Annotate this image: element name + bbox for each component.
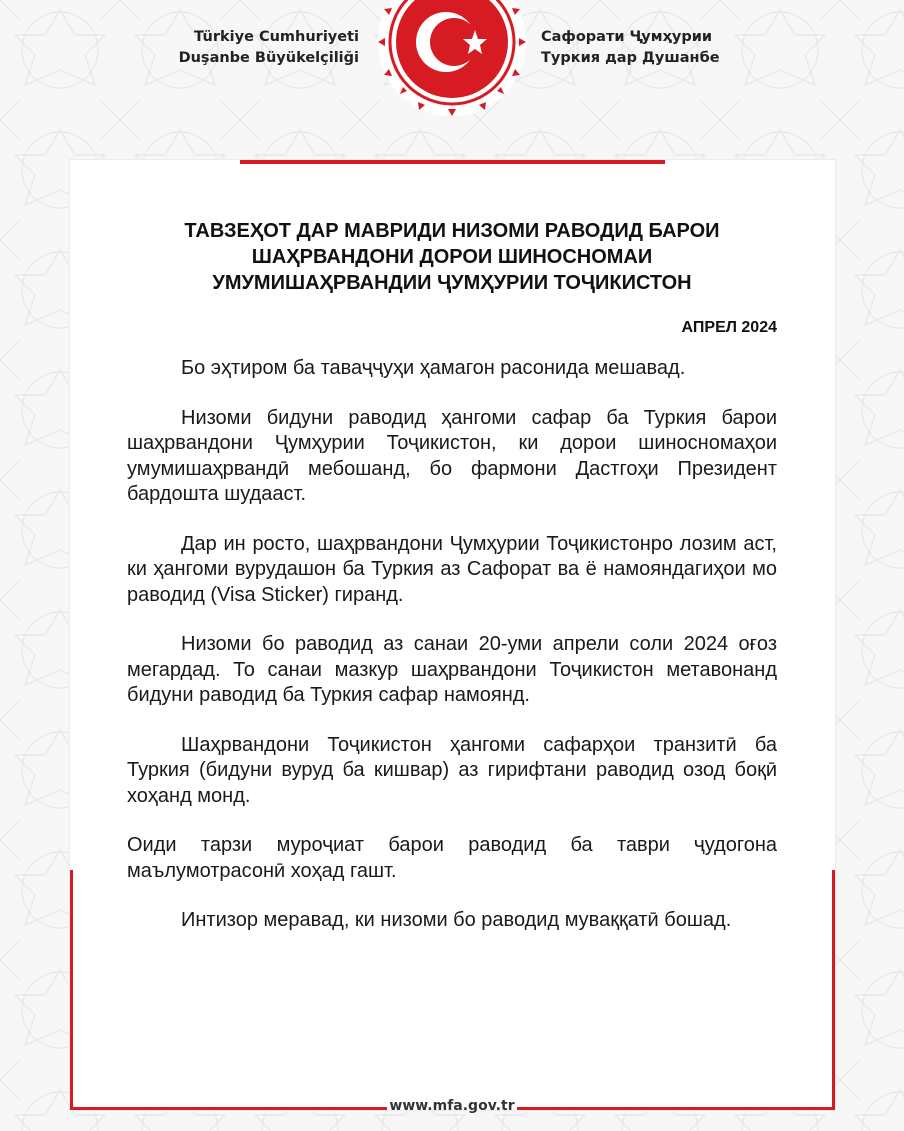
red-frame-right <box>832 870 835 1110</box>
embassy-name-tajik-line1: Сафорати Ҷумҳурии <box>541 29 713 45</box>
paragraph-temporary: Интизор меравад, ки низоми бо раводид муваққатӣ бошад. <box>181 909 732 931</box>
title-line-2: ШАҲРВАНДОНИ ДОРОИ ШИНОСНОМАИ <box>251 246 653 268</box>
document-content <box>127 218 777 934</box>
title-line-1: ТАВЗЕҲОТ ДАР МАВРИДИ НИЗОМИ РАВОДИД БАРОИ <box>184 220 720 242</box>
title-line-3: УМУМИШАҲРВАНДИИ ҶУМҲУРИИ ТОҶИКИСТОН <box>212 272 692 294</box>
embassy-name-tajik <box>541 27 720 69</box>
paragraph-application-info: Оиди тарзи муроҷиат барои раводид ба таври ҷудогона маълумотрасонӣ хоҳад гашт. <box>127 834 777 882</box>
red-frame-top <box>240 160 665 164</box>
document-title <box>127 218 777 296</box>
paragraph-start-date: Низоми бо раводид аз санаи 20-уми апрели соли 2024 оғоз мегардад. То санаи мазкур шаҳрвандони Тоҷикистон метавонанд бидуни раводид ба Туркия сафар намоянд. <box>127 633 777 706</box>
paragraph-visa-sticker: Дар ин росто, шаҳрвандони Ҷумҳурии Тоҷикистонро лозим аст, ки ҳангоми вурудашон ба Туркия аз Сафорат ва ё намояндагиҳои мо раводид (Visa Sticker) гиранд. <box>127 532 777 606</box>
embassy-name-tajik-line2: Туркия дар Душанбе <box>541 50 720 66</box>
red-frame-bottom-right <box>517 1107 835 1110</box>
embassy-name-turkish <box>179 27 359 69</box>
paragraph-visa-free-lifted: Низоми бидуни раводид ҳангоми сафар ба Туркия барои шаҳрвандони Ҷумҳурии Тоҷикистон, ки дорои шиносномаҳои умумишаҳрвандӣ мебошанд, бо фармони Дастгоҳи Президент бардошта шудааст. <box>127 406 777 505</box>
red-frame-left <box>70 870 73 1110</box>
embassy-name-turkish-line2: Duşanbe Büyükelçiliği <box>178 50 359 66</box>
embassy-name-turkish-line1: Türkiye Cumhuriyeti <box>194 29 359 45</box>
turkish-emblem-icon <box>374 0 530 120</box>
red-frame-bottom-left <box>70 1107 387 1110</box>
footer-website-link[interactable]: www.mfa.gov.tr <box>389 1098 515 1114</box>
paragraph-transit: Шаҳрвандони Тоҷикистон ҳангоми сафарҳои транзитӣ ба Туркия (бидуни вуруд ба кишвар) аз гирифтани раводид озод боқӣ хоҳанд монд. <box>127 733 777 807</box>
paragraph-greeting: Бо эҳтиром ба таваҷҷуҳи ҳамагон расонида мешавад. <box>181 357 686 379</box>
document-date: АПРЕЛ 2024 <box>681 319 777 336</box>
